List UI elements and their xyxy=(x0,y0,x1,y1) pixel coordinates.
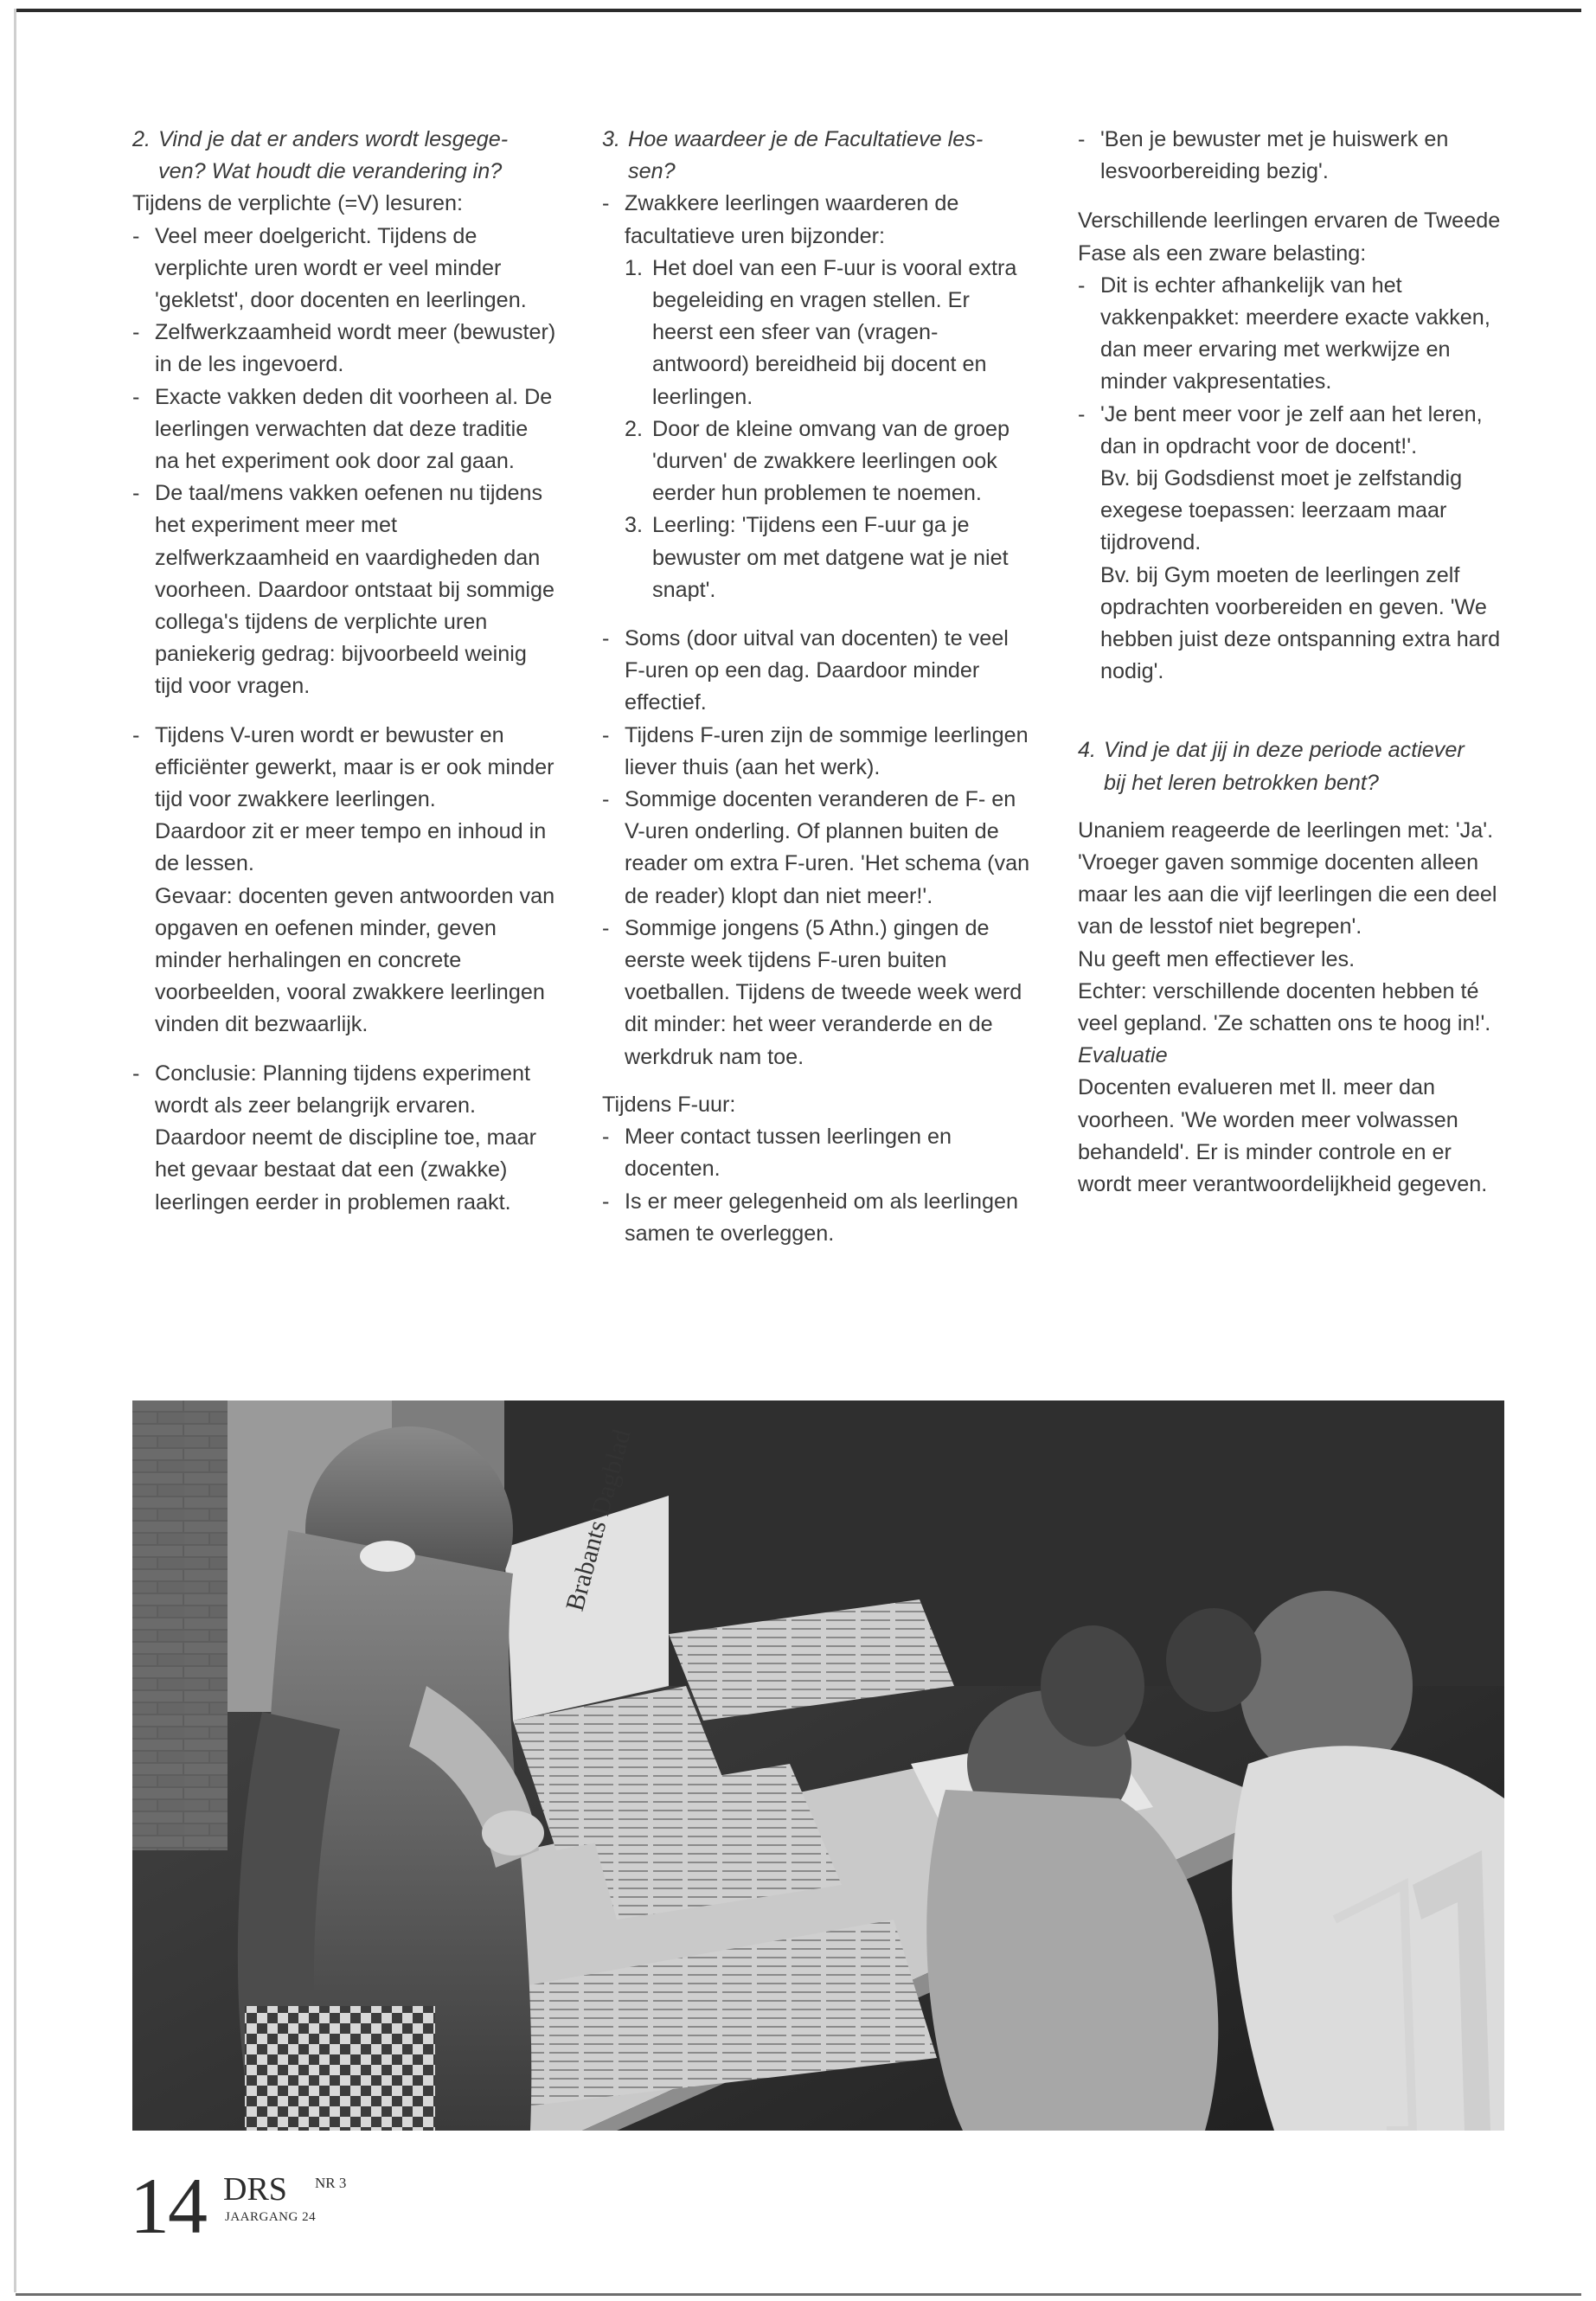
list-item: - Meer contact tussen leerlingen en docenten. xyxy=(602,1121,1033,1185)
list-item: - 'Je bent meer voor je zelf aan het leren, dan in opdracht voor de docent!'. Bv. bij Godsdienst moet je zelfstandig exegese toepassen: leerzaam maar tijdrovend. Bv. bij Gym moeten de leerlingen zelf opdrachten voorbereiden en geven. 'We hebben juist deze ontspanning extra hard nodig'. xyxy=(1078,399,1507,689)
top-rule xyxy=(16,9,1581,12)
question-4-heading: 4. Vind je dat jij in deze periode actiever bij het leren betrokken bent? xyxy=(1078,738,1465,795)
magazine-title: DRS xyxy=(223,2171,287,2208)
list-item: - Soms (door uitval van docenten) te veel F-uren op een dag. Daardoor minder effectief. xyxy=(602,623,1033,720)
list-item: - Tijdens F-uren zijn de sommige leerlingen liever thuis (aan het werk). xyxy=(602,720,1033,784)
column-2 xyxy=(602,124,1033,1266)
list-item: - Exacte vakken deden dit voorheen al. De leerlingen verwachten dat deze traditie na het experiment ook door zal gaan. xyxy=(132,381,558,478)
numbered-item: 3. Leerling: 'Tijdens een F-uur ga je bewuster om met datgene wat je niet snapt'. xyxy=(625,513,1009,602)
paragraph: Nu geeft men effectiever les. xyxy=(1078,946,1356,971)
list-item: - De taal/mens vakken oefenen nu tijdens het experiment meer met zelfwerkzaamheid en vaardigheden dan voorheen. Daardoor ontstaat bij sommige collega's tijdens de verplichte uren paniekerig gedrag: bijvoorbeeld weinig tijd voor vragen. xyxy=(132,478,558,702)
bottom-rule xyxy=(16,2293,1581,2296)
paragraph: Unaniem reageerde de leerlingen met: 'Ja'. xyxy=(1078,817,1494,843)
column-1 xyxy=(132,124,558,1234)
bullet-list xyxy=(602,188,1033,1073)
list-item: - Sommige docenten veranderen de F- en V-uren onderling. Of plannen buiten de reader om extra F-uren. 'Het schema (van de reader) klopt dan niet meer!'. xyxy=(602,784,1033,913)
list-item: - Conclusie: Planning tijdens experiment wordt als zeer belangrijk ervaren. Daardoor neemt de discipline toe, maar het gevaar bestaat dat een (zwakke) leerlingen eerder in problemen raakt. xyxy=(132,1058,558,1219)
list-item: - Tijdens V-uren wordt er bewuster en efficiënter gewerkt, maar is er ook minder tijd voor zwakkere leerlingen. Daardoor zit er meer tempo en inhoud in de lessen. Gevaar: docenten geven antwoorden van opgaven en oefenen minder, geven minder herhalingen en concrete voorbeelden, vooral zwakkere leerlingen vinden dit bezwaarlijk. xyxy=(132,720,558,1042)
list-item: - 'Ben je bewuster met je huiswerk en lesvoorbereiding bezig'. xyxy=(1078,124,1507,188)
intro-text: Tijdens de verplichte (=V) lesuren: xyxy=(132,191,463,216)
list-item: - Dit is echter afhankelijk van het vakkenpakket: meerdere exacte vakken, dan meer ervaring met werkwijze en minder vakpresentaties. xyxy=(1078,270,1507,399)
bullet-list xyxy=(1078,124,1507,188)
list-item: - Veel meer doelgericht. Tijdens de verplichte uren wordt er veel minder 'gekletst', door docenten en leerlingen. xyxy=(132,221,558,317)
volume-label: JAARGANG 24 xyxy=(225,2210,317,2224)
numbered-item: 1. Het doel van een F-uur is vooral extra begeleiding en vragen stellen. Er heerst een sfeer van (vragen-antwoord) bereidheid bij docent en leerlingen. xyxy=(625,255,1017,409)
bullet-list xyxy=(132,221,558,1219)
question-2-heading: 2. Vind je dat er anders wordt lesgege- ven? Wat houdt die verandering in? xyxy=(132,127,509,184)
bullet-list xyxy=(1078,270,1507,689)
column-3 xyxy=(1078,124,1507,1201)
list-item: - Zwakkere leerlingen waarderen de facultatieve uren bijzonder: 1. Het doel van een F-uur is vooral extra begeleiding en vragen stellen. Er heerst een sfeer van (vragen-antwoord) bereidheid bij docent en leerlingen. 2. Door de kleine omvang van de groep 'durven' de zwakkere leerlingen ook eerder hun problemen te noemen. 3. Leerling: 'Tijdens een F-uur ga je bewuster om met datgene wat je niet snapt'. xyxy=(602,188,1033,606)
list-item: - Is er meer gelegenheid om als leerlingen samen te overleggen. xyxy=(602,1186,1033,1250)
paragraph: Echter: verschillende docenten hebben té veel gepland. 'Ze schatten ons te hoog in!'. xyxy=(1078,978,1491,1036)
bullet-list xyxy=(602,1121,1033,1250)
classroom-photo xyxy=(132,1400,1504,2131)
list-item: - Zelfwerkzaamheid wordt meer (bewuster) in de les ingevoerd. xyxy=(132,317,558,381)
issue-number: NR 3 xyxy=(315,2175,347,2191)
newspaper-title: Brabants Dagblad xyxy=(560,1426,637,1614)
fuur-intro: Tijdens F-uur: xyxy=(602,1092,736,1117)
paragraph: 'Vroeger gaven sommige docenten alleen maar les aan die vijf leerlingen die een deel van de lesstof niet begrepen'. xyxy=(1078,850,1497,939)
paragraph: Docenten evalueren met ll. meer dan voorheen. 'We worden meer volwassen behandeld'. Er is minder controle en er wordt meer verantwoordelijkheid gegeven. xyxy=(1078,1075,1488,1197)
numbered-list xyxy=(625,253,1033,606)
question-3-heading: 3. Hoe waardeer je de Facultatieve les- sen? xyxy=(602,127,984,184)
evaluation-heading: Evaluatie xyxy=(1078,1043,1168,1068)
left-edge xyxy=(14,9,16,2292)
numbered-item: 2. Door de kleine omvang van de groep 'durven' de zwakkere leerlingen ook eerder hun problemen te noemen. xyxy=(625,416,1010,506)
page-number: 14 xyxy=(130,2162,206,2250)
paragraph: Verschillende leerlingen ervaren de Tweede Fase als een zware belasting: xyxy=(1078,208,1501,266)
list-item: - Sommige jongens (5 Athn.) gingen de eerste week tijdens F-uren buiten voetballen. Tijdens de tweede week werd dit minder: het weer veranderde en de werkdruk nam toe. xyxy=(602,913,1033,1074)
